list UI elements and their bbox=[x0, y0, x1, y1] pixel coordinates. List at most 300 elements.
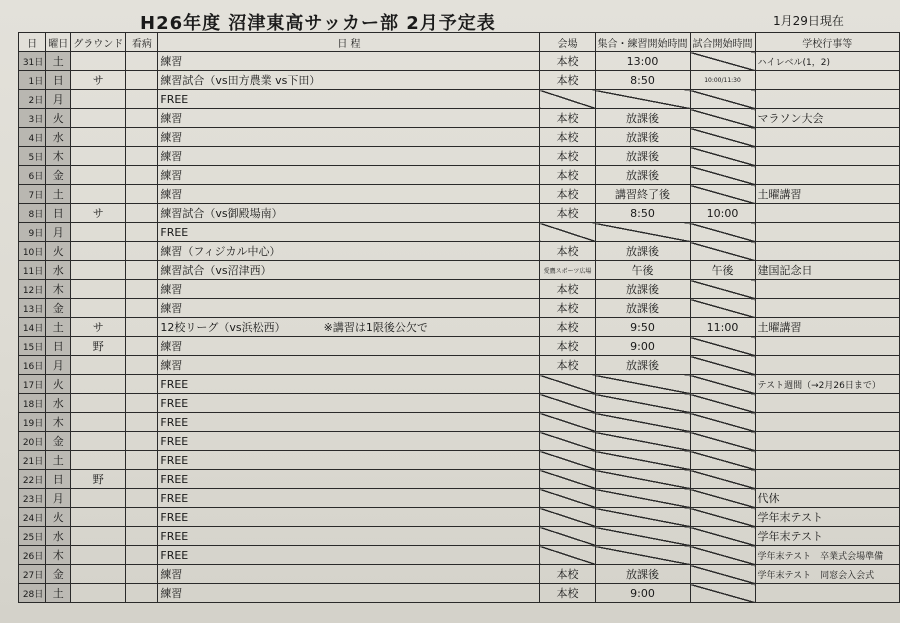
schedule-table bbox=[18, 32, 900, 603]
match-time-cell bbox=[690, 489, 755, 508]
gather-time-cell bbox=[595, 470, 690, 489]
ground-cell bbox=[71, 413, 126, 432]
gather-time-cell: 放課後 bbox=[595, 147, 690, 166]
table-row bbox=[19, 337, 900, 356]
match-time-cell bbox=[690, 90, 755, 109]
table-row bbox=[19, 584, 900, 603]
match-time-cell bbox=[690, 109, 755, 128]
table-row bbox=[19, 432, 900, 451]
ground-cell bbox=[71, 90, 126, 109]
ground-cell bbox=[71, 451, 126, 470]
table-row bbox=[19, 413, 900, 432]
schedule-cell bbox=[158, 52, 540, 71]
ground-cell: サ bbox=[71, 318, 126, 337]
schedule-text: FREE bbox=[160, 225, 189, 239]
schedule-text: 練習 bbox=[160, 587, 183, 600]
weekday-cell: 木 bbox=[46, 147, 71, 166]
match-time-cell bbox=[690, 413, 755, 432]
schedule-text: FREE bbox=[160, 548, 189, 562]
weekday-cell: 木 bbox=[46, 546, 71, 565]
match-time-cell bbox=[690, 508, 755, 527]
venue-cell bbox=[540, 546, 595, 565]
schedule-text: 12校リーグ（vs浜松西） bbox=[160, 321, 286, 334]
schedule-text: 練習 bbox=[160, 359, 183, 372]
school-event-cell bbox=[755, 356, 900, 375]
nursing-cell bbox=[126, 413, 158, 432]
nursing-cell bbox=[126, 185, 158, 204]
ground-cell bbox=[71, 356, 126, 375]
table-row bbox=[19, 356, 900, 375]
table-row bbox=[19, 223, 900, 242]
nursing-cell bbox=[126, 71, 158, 90]
gather-time-cell bbox=[595, 451, 690, 470]
ground-cell bbox=[71, 185, 126, 204]
schedule-cell bbox=[158, 451, 540, 470]
school-event-cell bbox=[755, 299, 900, 318]
nursing-cell bbox=[126, 128, 158, 147]
venue-cell: 本校 bbox=[540, 337, 595, 356]
nursing-cell bbox=[126, 527, 158, 546]
weekday-cell: 月 bbox=[46, 356, 71, 375]
ground-cell bbox=[71, 546, 126, 565]
schedule-text: 練習試合（vs沼津西） bbox=[160, 264, 272, 277]
weekday-cell: 火 bbox=[46, 375, 71, 394]
match-time-cell bbox=[690, 299, 755, 318]
header-day: 日 bbox=[19, 33, 46, 52]
table-row bbox=[19, 527, 900, 546]
nursing-cell bbox=[126, 280, 158, 299]
table-row bbox=[19, 565, 900, 584]
schedule-cell bbox=[158, 71, 540, 90]
venue-cell bbox=[540, 527, 595, 546]
match-time-cell bbox=[690, 356, 755, 375]
ground-cell bbox=[71, 584, 126, 603]
ground-cell bbox=[71, 261, 126, 280]
date-cell: 5日 bbox=[19, 147, 46, 166]
match-time-cell: 午後 bbox=[690, 261, 755, 280]
school-event-cell: 学年末テスト bbox=[755, 508, 900, 527]
venue-cell: 本校 bbox=[540, 52, 595, 71]
ground-cell bbox=[71, 394, 126, 413]
schedule-text: FREE bbox=[160, 529, 189, 543]
table-row bbox=[19, 166, 900, 185]
ground-cell bbox=[71, 128, 126, 147]
table-row bbox=[19, 375, 900, 394]
schedule-text: 練習 bbox=[160, 568, 183, 581]
schedule-cell bbox=[158, 375, 540, 394]
venue-cell bbox=[540, 508, 595, 527]
venue-cell: 本校 bbox=[540, 147, 595, 166]
schedule-cell bbox=[158, 261, 540, 280]
match-time-cell bbox=[690, 128, 755, 147]
table-row bbox=[19, 508, 900, 527]
school-event-cell bbox=[755, 223, 900, 242]
schedule-note: ※講習は1限後公欠で bbox=[323, 321, 428, 334]
match-time-cell bbox=[690, 337, 755, 356]
weekday-cell: 土 bbox=[46, 451, 71, 470]
schedule-text: 練習 bbox=[160, 55, 183, 68]
school-event-cell bbox=[755, 128, 900, 147]
date-cell: 18日 bbox=[19, 394, 46, 413]
date-cell: 25日 bbox=[19, 527, 46, 546]
schedule-cell bbox=[158, 584, 540, 603]
header-schedule: 日 程 bbox=[158, 33, 540, 52]
date-cell: 10日 bbox=[19, 242, 46, 261]
gather-time-cell: 9:00 bbox=[595, 337, 690, 356]
venue-cell bbox=[540, 489, 595, 508]
weekday-cell: 金 bbox=[46, 432, 71, 451]
school-event-cell: 学年末テスト bbox=[755, 527, 900, 546]
schedule-cell bbox=[158, 432, 540, 451]
weekday-cell: 金 bbox=[46, 166, 71, 185]
match-time-cell bbox=[690, 223, 755, 242]
match-time-cell bbox=[690, 394, 755, 413]
school-event-cell bbox=[755, 337, 900, 356]
table-row bbox=[19, 90, 900, 109]
match-time-cell bbox=[690, 527, 755, 546]
venue-cell bbox=[540, 375, 595, 394]
gather-time-cell bbox=[595, 90, 690, 109]
school-event-cell bbox=[755, 242, 900, 261]
header-row bbox=[19, 33, 900, 52]
weekday-cell: 水 bbox=[46, 261, 71, 280]
page-title: H26年度 沼津東高サッカー部 2月予定表 bbox=[140, 13, 496, 34]
gather-time-cell bbox=[595, 489, 690, 508]
schedule-text: FREE bbox=[160, 434, 189, 448]
date-cell: 21日 bbox=[19, 451, 46, 470]
match-time-cell bbox=[690, 185, 755, 204]
header-dow: 曜日 bbox=[46, 33, 71, 52]
venue-cell: 本校 bbox=[540, 584, 595, 603]
table-row bbox=[19, 185, 900, 204]
weekday-cell: 火 bbox=[46, 242, 71, 261]
weekday-cell: 火 bbox=[46, 109, 71, 128]
venue-cell: 愛鷹スポーツ広場 bbox=[540, 261, 595, 280]
schedule-text: FREE bbox=[160, 415, 189, 429]
date-cell: 11日 bbox=[19, 261, 46, 280]
table-row bbox=[19, 147, 900, 166]
schedule-cell bbox=[158, 223, 540, 242]
venue-cell: 本校 bbox=[540, 280, 595, 299]
gather-time-cell: 放課後 bbox=[595, 565, 690, 584]
schedule-cell bbox=[158, 318, 540, 337]
gather-time-cell: 放課後 bbox=[595, 128, 690, 147]
schedule-text: FREE bbox=[160, 453, 189, 467]
schedule-rows bbox=[19, 52, 900, 603]
schedule-cell bbox=[158, 299, 540, 318]
match-time-cell: 11:00 bbox=[690, 318, 755, 337]
match-time-cell bbox=[690, 451, 755, 470]
venue-cell: 本校 bbox=[540, 299, 595, 318]
table-row bbox=[19, 470, 900, 489]
date-cell: 9日 bbox=[19, 223, 46, 242]
schedule-text: 練習 bbox=[160, 112, 183, 125]
match-time-cell bbox=[690, 375, 755, 394]
school-event-cell bbox=[755, 584, 900, 603]
date-cell: 22日 bbox=[19, 470, 46, 489]
nursing-cell bbox=[126, 375, 158, 394]
weekday-cell: 月 bbox=[46, 90, 71, 109]
schedule-cell bbox=[158, 128, 540, 147]
table-row bbox=[19, 489, 900, 508]
header-ground: グラウンド bbox=[71, 33, 126, 52]
weekday-cell: 日 bbox=[46, 204, 71, 223]
table-row bbox=[19, 318, 900, 337]
header-venue: 会場 bbox=[540, 33, 595, 52]
schedule-text: FREE bbox=[160, 472, 189, 486]
table-row bbox=[19, 128, 900, 147]
school-event-cell: テスト週間（→2月26日まで） bbox=[755, 375, 900, 394]
date-cell: 31日 bbox=[19, 52, 46, 71]
date-cell: 8日 bbox=[19, 204, 46, 223]
school-event-cell bbox=[755, 280, 900, 299]
schedule-cell bbox=[158, 546, 540, 565]
nursing-cell bbox=[126, 565, 158, 584]
table-row bbox=[19, 546, 900, 565]
ground-cell bbox=[71, 527, 126, 546]
gather-time-cell: 8:50 bbox=[595, 71, 690, 90]
schedule-cell bbox=[158, 185, 540, 204]
schedule-text: FREE bbox=[160, 510, 189, 524]
nursing-cell bbox=[126, 52, 158, 71]
ground-cell bbox=[71, 223, 126, 242]
weekday-cell: 日 bbox=[46, 71, 71, 90]
schedule-cell bbox=[158, 166, 540, 185]
schedule-text: 練習 bbox=[160, 169, 183, 182]
weekday-cell: 土 bbox=[46, 185, 71, 204]
gather-time-cell: 放課後 bbox=[595, 356, 690, 375]
venue-cell bbox=[540, 451, 595, 470]
schedule-text: 練習 bbox=[160, 340, 183, 353]
nursing-cell bbox=[126, 318, 158, 337]
table-row bbox=[19, 261, 900, 280]
schedule-cell bbox=[158, 147, 540, 166]
weekday-cell: 月 bbox=[46, 223, 71, 242]
venue-cell: 本校 bbox=[540, 242, 595, 261]
match-time-cell bbox=[690, 432, 755, 451]
schedule-cell bbox=[158, 280, 540, 299]
ground-cell bbox=[71, 52, 126, 71]
nursing-cell bbox=[126, 242, 158, 261]
gather-time-cell bbox=[595, 546, 690, 565]
gather-time-cell: 放課後 bbox=[595, 109, 690, 128]
weekday-cell: 土 bbox=[46, 52, 71, 71]
ground-cell bbox=[71, 432, 126, 451]
schedule-text: 練習 bbox=[160, 131, 183, 144]
venue-cell bbox=[540, 90, 595, 109]
schedule-cell bbox=[158, 527, 540, 546]
school-event-cell bbox=[755, 413, 900, 432]
weekday-cell: 日 bbox=[46, 470, 71, 489]
match-time-cell bbox=[690, 242, 755, 261]
date-cell: 4日 bbox=[19, 128, 46, 147]
match-time-cell bbox=[690, 280, 755, 299]
match-time-cell bbox=[690, 565, 755, 584]
weekday-cell: 木 bbox=[46, 280, 71, 299]
ground-cell: サ bbox=[71, 204, 126, 223]
venue-cell: 本校 bbox=[540, 204, 595, 223]
venue-cell bbox=[540, 470, 595, 489]
ground-cell bbox=[71, 166, 126, 185]
school-event-cell bbox=[755, 394, 900, 413]
date-cell: 23日 bbox=[19, 489, 46, 508]
school-event-cell: マラソン大会 bbox=[755, 109, 900, 128]
date-cell: 15日 bbox=[19, 337, 46, 356]
date-cell: 17日 bbox=[19, 375, 46, 394]
table-row bbox=[19, 109, 900, 128]
nursing-cell bbox=[126, 489, 158, 508]
nursing-cell bbox=[126, 109, 158, 128]
header-school-events: 学校行事等 bbox=[755, 33, 900, 52]
gather-time-cell: 放課後 bbox=[595, 299, 690, 318]
nursing-cell bbox=[126, 546, 158, 565]
nursing-cell bbox=[126, 204, 158, 223]
schedule-text: 練習 bbox=[160, 302, 183, 315]
match-time-cell: 10:00/11:30 bbox=[690, 71, 755, 90]
venue-cell: 本校 bbox=[540, 356, 595, 375]
gather-time-cell bbox=[595, 375, 690, 394]
school-event-cell: 代休 bbox=[755, 489, 900, 508]
match-time-cell bbox=[690, 166, 755, 185]
schedule-text: 練習 bbox=[160, 188, 183, 201]
school-event-cell: 建国記念日 bbox=[755, 261, 900, 280]
school-event-cell bbox=[755, 71, 900, 90]
date-cell: 6日 bbox=[19, 166, 46, 185]
nursing-cell bbox=[126, 90, 158, 109]
weekday-cell: 木 bbox=[46, 413, 71, 432]
weekday-cell: 火 bbox=[46, 508, 71, 527]
schedule-text: FREE bbox=[160, 377, 189, 391]
nursing-cell bbox=[126, 508, 158, 527]
venue-cell bbox=[540, 413, 595, 432]
school-event-cell: 土曜講習 bbox=[755, 318, 900, 337]
weekday-cell: 水 bbox=[46, 128, 71, 147]
weekday-cell: 月 bbox=[46, 489, 71, 508]
venue-cell: 本校 bbox=[540, 71, 595, 90]
venue-cell bbox=[540, 223, 595, 242]
gather-time-cell bbox=[595, 508, 690, 527]
gather-time-cell bbox=[595, 223, 690, 242]
schedule-cell bbox=[158, 489, 540, 508]
venue-cell: 本校 bbox=[540, 565, 595, 584]
school-event-cell bbox=[755, 432, 900, 451]
ground-cell bbox=[71, 565, 126, 584]
table-row bbox=[19, 280, 900, 299]
school-event-cell: ハイレベル(1，2) bbox=[755, 52, 900, 71]
date-cell: 16日 bbox=[19, 356, 46, 375]
nursing-cell bbox=[126, 337, 158, 356]
gather-time-cell: 8:50 bbox=[595, 204, 690, 223]
date-cell: 14日 bbox=[19, 318, 46, 337]
schedule-cell bbox=[158, 508, 540, 527]
date-cell: 13日 bbox=[19, 299, 46, 318]
weekday-cell: 日 bbox=[46, 337, 71, 356]
schedule-text: 練習試合（vs田方農業 vs下田） bbox=[160, 74, 321, 87]
venue-cell bbox=[540, 432, 595, 451]
gather-time-cell: 講習終了後 bbox=[595, 185, 690, 204]
match-time-cell bbox=[690, 546, 755, 565]
gather-time-cell: 13:00 bbox=[595, 52, 690, 71]
header-gather-time: 集合・練習開始時間 bbox=[595, 33, 690, 52]
weekday-cell: 土 bbox=[46, 318, 71, 337]
schedule-cell bbox=[158, 413, 540, 432]
school-event-cell: 土曜講習 bbox=[755, 185, 900, 204]
table-row bbox=[19, 242, 900, 261]
school-event-cell bbox=[755, 470, 900, 489]
nursing-cell bbox=[126, 432, 158, 451]
school-event-cell bbox=[755, 204, 900, 223]
ground-cell bbox=[71, 375, 126, 394]
schedule-cell bbox=[158, 109, 540, 128]
table-row bbox=[19, 451, 900, 470]
school-event-cell: 学年末テスト 同窓会入会式 bbox=[755, 565, 900, 584]
schedule-cell bbox=[158, 394, 540, 413]
date-cell: 2日 bbox=[19, 90, 46, 109]
nursing-cell bbox=[126, 166, 158, 185]
school-event-cell: 学年末テスト 卒業式会場準備 bbox=[755, 546, 900, 565]
nursing-cell bbox=[126, 394, 158, 413]
match-time-cell bbox=[690, 147, 755, 166]
match-time-cell bbox=[690, 470, 755, 489]
date-cell: 1日 bbox=[19, 71, 46, 90]
schedule-cell bbox=[158, 337, 540, 356]
date-cell: 28日 bbox=[19, 584, 46, 603]
schedule-text: 練習試合（vs御殿場南） bbox=[160, 207, 283, 220]
date-cell: 20日 bbox=[19, 432, 46, 451]
venue-cell: 本校 bbox=[540, 128, 595, 147]
gather-time-cell: 午後 bbox=[595, 261, 690, 280]
ground-cell: 野 bbox=[71, 470, 126, 489]
weekday-cell: 水 bbox=[46, 394, 71, 413]
weekday-cell: 水 bbox=[46, 527, 71, 546]
nursing-cell bbox=[126, 584, 158, 603]
venue-cell: 本校 bbox=[540, 109, 595, 128]
nursing-cell bbox=[126, 299, 158, 318]
schedule-text: FREE bbox=[160, 396, 189, 410]
ground-cell: 野 bbox=[71, 337, 126, 356]
ground-cell bbox=[71, 242, 126, 261]
schedule-cell bbox=[158, 356, 540, 375]
schedule-text: 練習 bbox=[160, 150, 183, 163]
nursing-cell bbox=[126, 451, 158, 470]
gather-time-cell: 放課後 bbox=[595, 166, 690, 185]
school-event-cell bbox=[755, 90, 900, 109]
weekday-cell: 金 bbox=[46, 565, 71, 584]
schedule-text: FREE bbox=[160, 491, 189, 505]
table-row bbox=[19, 71, 900, 90]
ground-cell bbox=[71, 109, 126, 128]
ground-cell bbox=[71, 147, 126, 166]
weekday-cell: 金 bbox=[46, 299, 71, 318]
gather-time-cell bbox=[595, 527, 690, 546]
ground-cell bbox=[71, 508, 126, 527]
nursing-cell bbox=[126, 261, 158, 280]
schedule-cell bbox=[158, 242, 540, 261]
match-time-cell bbox=[690, 52, 755, 71]
table-row bbox=[19, 394, 900, 413]
weekday-cell: 土 bbox=[46, 584, 71, 603]
date-cell: 12日 bbox=[19, 280, 46, 299]
ground-cell bbox=[71, 299, 126, 318]
gather-time-cell: 放課後 bbox=[595, 242, 690, 261]
venue-cell bbox=[540, 394, 595, 413]
header-match-time: 試合開始時間 bbox=[690, 33, 755, 52]
schedule-cell bbox=[158, 204, 540, 223]
gather-time-cell: 9:50 bbox=[595, 318, 690, 337]
schedule-cell bbox=[158, 90, 540, 109]
gather-time-cell: 9:00 bbox=[595, 584, 690, 603]
date-cell: 7日 bbox=[19, 185, 46, 204]
